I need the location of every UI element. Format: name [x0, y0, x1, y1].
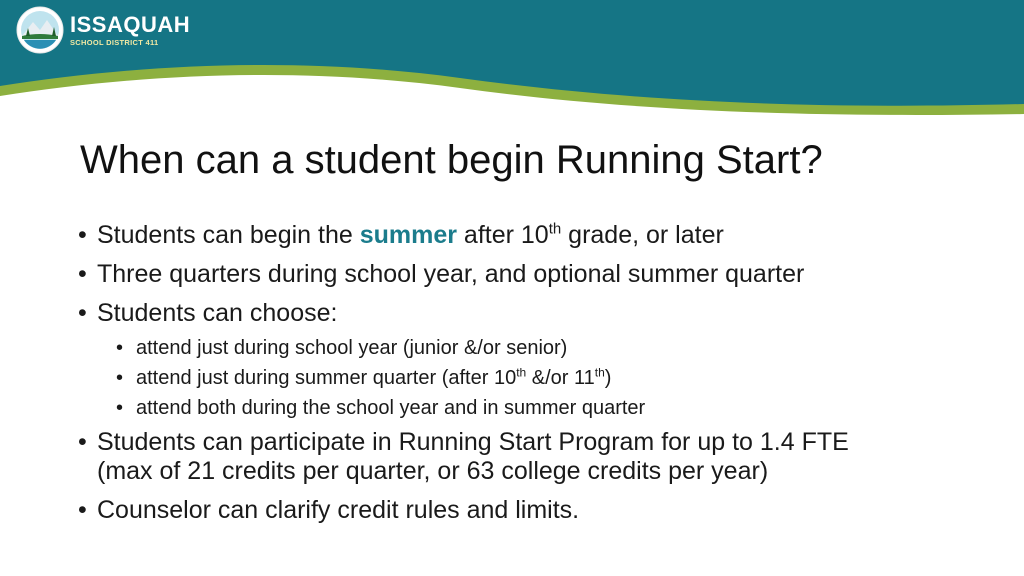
bullet-participation-limit	[78, 423, 978, 491]
slide-title: When can a student begin Running Start?	[80, 138, 823, 182]
bullet-text: after 10	[456, 221, 549, 249]
sub-bullet-text: &/or 11	[526, 367, 595, 389]
bullet-line: • Students can participate in Running Start Program for up to 1.4 FTE	[97, 428, 849, 456]
district-logo	[16, 6, 190, 54]
superscript: th	[548, 220, 562, 238]
sub-bullet-both: • attend both during the school year and in summer quarter	[78, 393, 978, 423]
superscript: th	[516, 365, 527, 380]
bullet-text: Students can begin the	[97, 221, 360, 249]
sub-bullet-text: attend just during summer quarter (after 10	[136, 367, 517, 389]
bullet-students-choose: • Students can choose:	[78, 294, 978, 333]
logo-subtitle: SCHOOL DISTRICT 411	[70, 37, 159, 47]
bullet-three-quarters: • Three quarters during school year, and optional summer quarter	[78, 255, 978, 294]
bullet-line: (max of 21 credits per quarter, or 63 college credits per year)	[97, 457, 769, 485]
bullet-counselor: • Counselor can clarify credit rules and limits.	[78, 491, 978, 530]
highlight-summer: summer	[359, 221, 457, 249]
mountain-lake-icon	[16, 6, 64, 54]
sub-bullet-summer-quarter	[78, 363, 978, 393]
bullet-text: grade, or later	[561, 221, 724, 249]
bullet-list	[78, 216, 978, 530]
superscript: th	[594, 365, 605, 380]
logo-name: ISSAQUAH	[70, 11, 191, 37]
bullet-start-summer	[78, 216, 978, 255]
sub-bullet-text: )	[604, 367, 612, 389]
sub-bullet-school-year: • attend just during school year (junior &/or senior)	[78, 333, 978, 363]
